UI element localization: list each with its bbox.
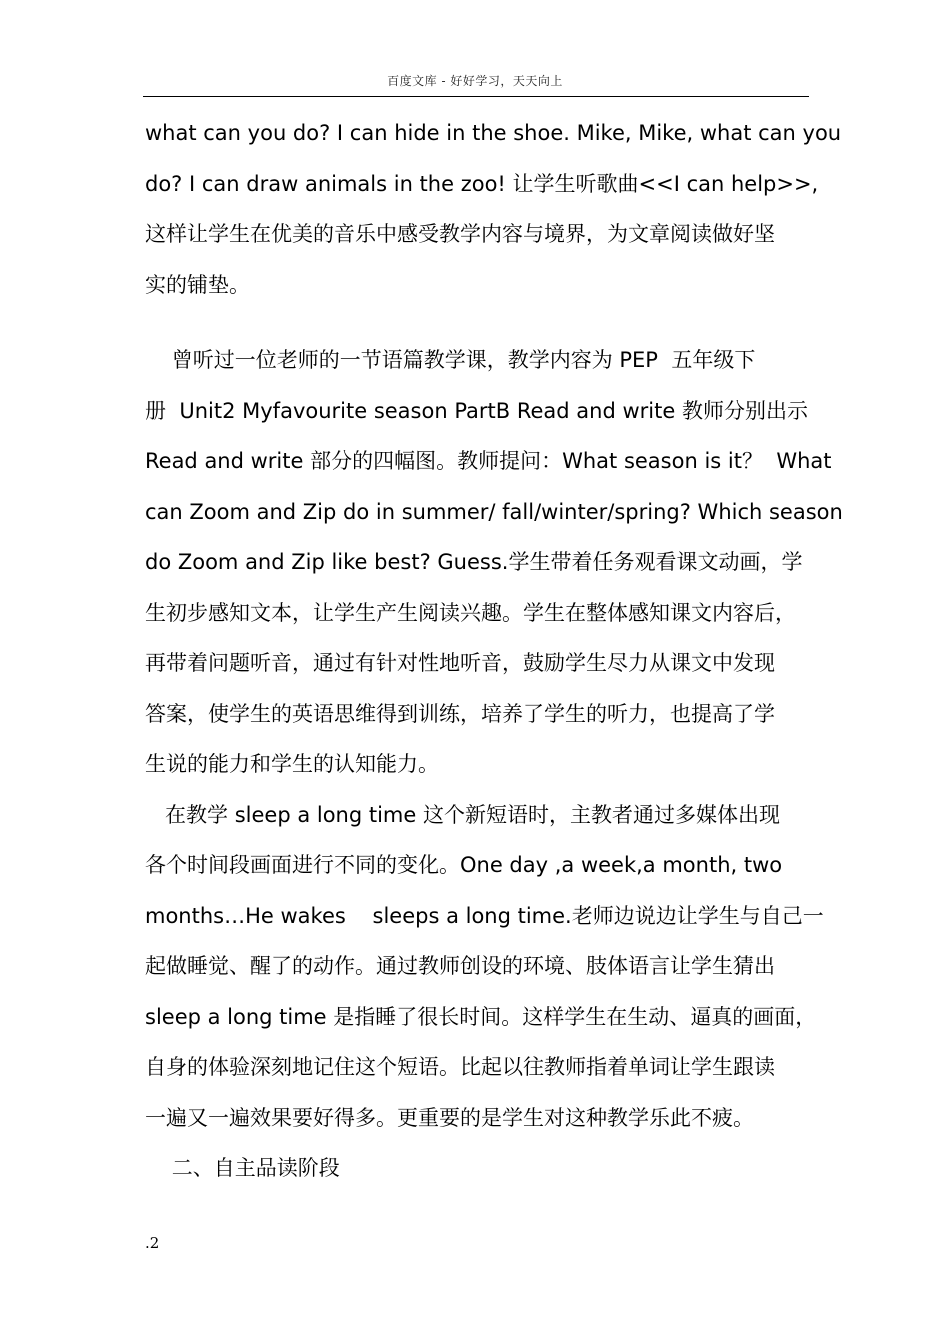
text-line: sleep a long time 是指睡了很长时间。这样学生在生动、逼真的画面， xyxy=(145,1004,817,1029)
text-line: 一遍又一遍效果要好得多。更重要的是学生对这种教学乐此不疲。 xyxy=(145,1105,754,1130)
paragraph xyxy=(145,790,824,1144)
text-line: do? I can draw animals in the zoo! 让学生听歌曲<<I can help>>, xyxy=(145,171,819,196)
text-line: 生初步感知文本，让学生产生阅读兴趣。学生在整体感知课文内容后， xyxy=(145,600,796,625)
text-line: 这样让学生在优美的音乐中感受教学内容与境界，为文章阅读做好坚 xyxy=(145,222,775,246)
text-line: can Zoom and Zip do in summer/ fall/winter/spring? Which season xyxy=(145,499,843,524)
text-line: 各个时间段画面进行不同的变化。One day ,a week,a month, two xyxy=(145,853,783,877)
text-line: 自身的体验深刻地记住这个短语。比起以往教师指着单词让学生跟读 xyxy=(145,1055,775,1079)
section-heading xyxy=(145,1143,809,1194)
text-line: what can you do? I can hide in the shoe. Mike, Mike, what can you xyxy=(145,121,842,145)
text-line: 生说的能力和学生的认知能力。 xyxy=(145,752,439,776)
text-line: 再带着问题听音，通过有针对性地听音，鼓励学生尽力从课文中发现 xyxy=(145,651,775,675)
text-line: 册 Unit2 Myfavourite season PartB Read and write 教师分别出示 xyxy=(145,398,808,423)
header-divider xyxy=(143,96,809,97)
text-line: Read and write 部分的四幅图。教师提问：What season is it？ What xyxy=(145,449,832,473)
text-line: do Zoom and Zip like best? Guess.学生带着任务观看课文动画，学 xyxy=(145,550,803,574)
paragraph-spacer xyxy=(145,310,809,335)
page-header: 百度文库 - 好好学习，天天向上 xyxy=(387,74,563,88)
text-line: 在教学 sleep a long time 这个新短语时，主教者通过多媒体出现 xyxy=(145,802,780,827)
text-line: 二、自主品读阶段 xyxy=(145,1156,340,1180)
document-body xyxy=(145,108,843,1194)
text-line: 起做睡觉、醒了的动作。通过教师创设的环境、肢体语言让学生猜出 xyxy=(145,954,775,978)
paragraph xyxy=(145,108,842,310)
text-line: 实的铺垫。 xyxy=(145,272,250,297)
text-line: 答案，使学生的英语思维得到训练，培养了学生的听力，也提高了学 xyxy=(145,701,775,726)
text-line: months…He wakes sleeps a long time.老师边说边让学生与自己一 xyxy=(145,903,824,928)
page-number: .2 xyxy=(145,1234,160,1252)
text-line: 曾听过一位老师的一节语篇教学课，教学内容为 PEP 五年级下 xyxy=(145,348,756,372)
paragraph xyxy=(145,335,843,790)
